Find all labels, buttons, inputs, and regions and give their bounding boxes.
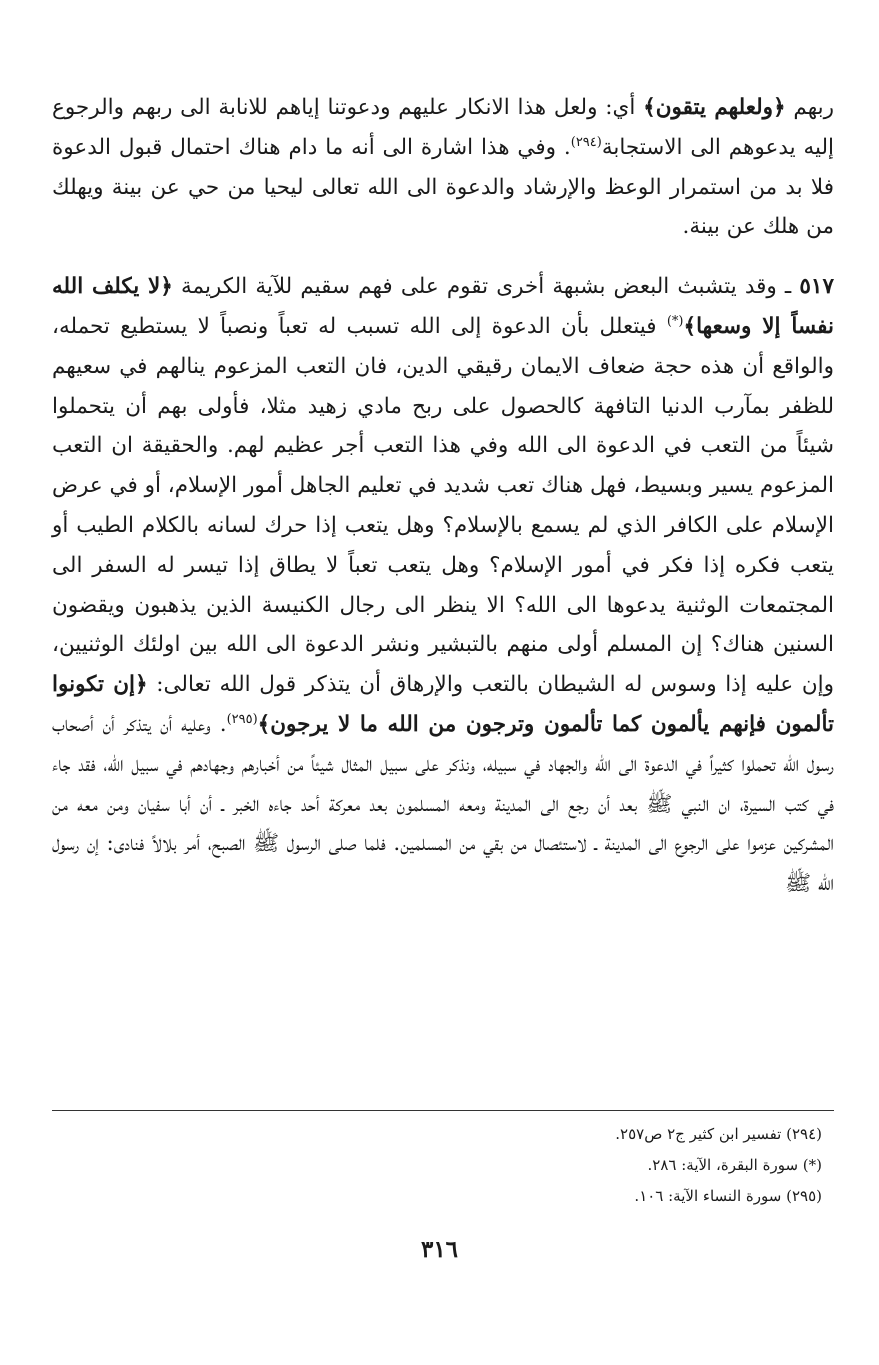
page-number: ٣١٦ [420, 1236, 459, 1263]
quran-quote: ﴿إن تكونوا تألمون فإنهم يألمون كما تألمون وترجون من الله ما لا يرجون﴾ [52, 672, 834, 737]
footnotes [52, 1110, 834, 1212]
footnote-ref: (٢٩٥) [226, 711, 258, 727]
main-text [52, 88, 834, 904]
footnote-star: (*) سورة البقرة، الآية: ٢٨٦. [647, 1156, 822, 1174]
text-span: فيتعلل بأن الدعوة إلى الله تسبب له تعباً ونصباً لا يستطيع تحمله، والواقع أن هذه حجة ضعاف الايمان رقيقي الدين، فان التعب المزعوم ينالهم في سعيهم للظفر بمآرب الدنيا التافهة كالحصول على ربح مادي زهيد مثلا، فأولى بهم أن يتحملوا شيئاً من التعب في الدعوة الى الله وفي هذا التعب أجر عظيم لهم. والحقيقة ان التعب المزعوم يسير وبسيط، فهل هناك تعب شديد في تعليم الجاهل أمور الإسلام، أو في عرض الإسلام على الكافر الذي لم يسمع بالإسلام؟ وهل يتعب إذا حرك لسانه بالكلام الطيب أو يتعب فكره إذا فكر في أمور الإسلام؟ وهل يتعب تعباً لا يطاق إذا تيسر له السفر الى المجتمعات الوثنية يدعوها الى الله؟ الا ينظر الى رجال الكنيسة الذين يذهبون ويقضون السنين هناك؟ إن المسلم أولى منهم بالتبشير ونشر الدعوة الى الله بين اولئك الوثنيين، وإن عليه إذا وسوس له الشيطان بالتعب والإرهاق أن يتذكر قول الله تعالى: [52, 313, 835, 698]
text-span: . وعليه أن يتذكر أن أصحاب رسول الله تحملوا كثيراً في الدعوة الى الله والجهاد في سبيله، ونذكر على سبيل المثال شيئاً من أخبارهم وجهادهم في سبيل الله، فقد جاء في كتب السيرة، ان النبي ﷺ بعد أن رجع الى المدينة ومعه المسلمون بعد معركة أحد جاءه الخبر ـ أن أبا سفيان ومن معه من المشركين عزموا على الرجوع الى المدينة ـ لاستئصال من بقي من المسلمين. فلما صلى الرسول ﷺ الصبح، أمر بلالاً فنادى: إن رسول الله ﷺ [52, 711, 834, 897]
text-span: . وفي هذا اشارة الى أنه ما دام هناك احتمال قبول الدعوة فلا بد من استمرار الوعظ والإرشاد والدعوة الى الله تعالى ليحيا من حي عن بينة ويهلك من هلك عن بينة. [52, 134, 834, 240]
paragraph-number: ٥١٧ [799, 274, 834, 300]
text-span: أي: ولعل هذا الانكار عليهم ودعوتنا إياهم للانابة الى ربهم والرجوع إليه يدعوهم الى الاستجابة [52, 95, 835, 160]
footnote-295: (٢٩٥) سورة النساء الآية: ١٠٦. [634, 1187, 822, 1205]
quran-quote: ﴿لا يكلف الله نفساً إلا وسعها﴾ [52, 274, 835, 339]
text-span: ـ وقد يتشبث البعض بشبهة أخرى تقوم على فهم سقيم للآية الكريمة [172, 274, 800, 300]
footnote-ref: (*) [666, 313, 684, 329]
footnote-294: (٢٩٤) تفسير ابن كثير ج٢ ص٢٥٧. [615, 1125, 822, 1143]
text-span: ربهم [785, 95, 834, 120]
quran-quote: ﴿ولعلهم يتقون﴾ [643, 95, 786, 120]
paragraph-517 [52, 267, 834, 904]
footnote-ref: (٢٩٤) [570, 134, 602, 150]
paragraph-1 [52, 88, 834, 247]
